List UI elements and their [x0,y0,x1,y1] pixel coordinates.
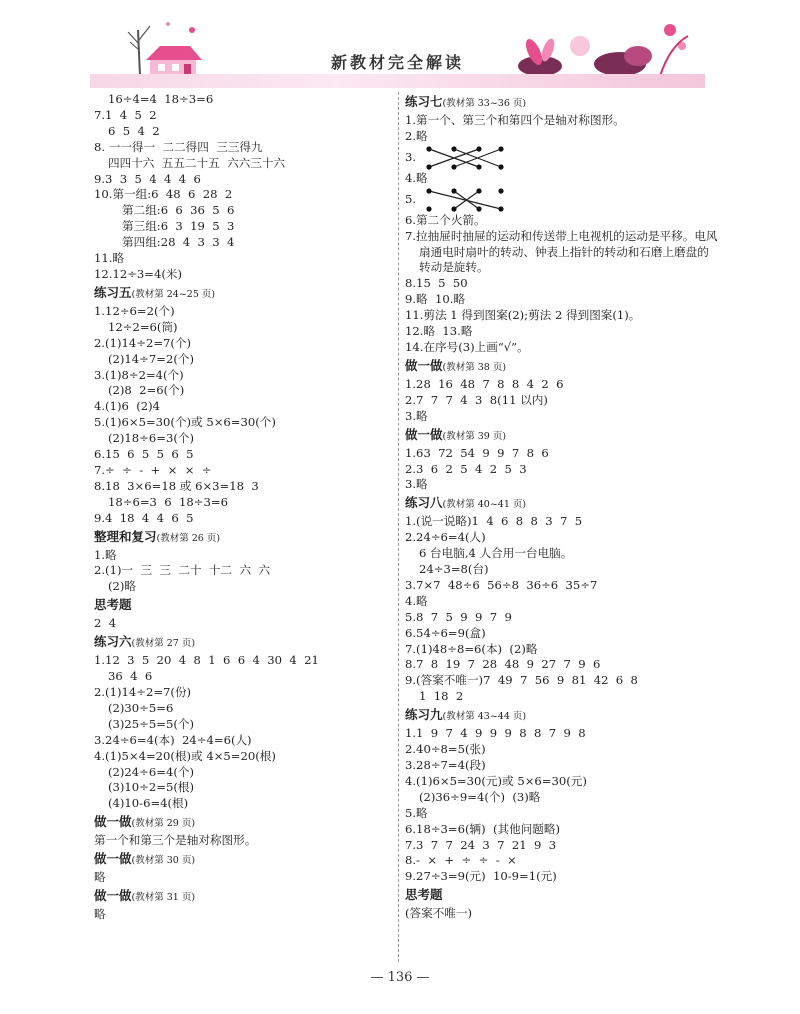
answer-line: 8.18 3×6=18 或 6×3=18 3 [94,478,259,493]
section-heading [94,849,394,870]
answer-line: 6 5 4 2 [108,123,160,138]
section-heading [405,885,720,906]
dot [476,206,481,211]
answer-line: 1.28 16 48 7 8 8 4 2 6 [405,376,564,391]
answer-line: 18÷6=3 6 18÷3=6 [108,494,228,509]
answer-line: 7.拉抽屉时抽屉的运动和传送带上电视机的运动是平移。电风扇通电时扇叶的转动、钟表上指针的转动和石磨上磨盘的转动是旋转。 [405,228,718,275]
answer-line: 3.略 [405,477,428,492]
answer-line: 9.(答案不唯一)7 49 7 56 9 81 42 6 8 [405,673,638,688]
answer-line: 2.7 7 7 4 3 8(11 以内) [405,392,548,407]
answer-line: 第四组:28 4 3 3 4 [122,235,235,250]
answer-line: (2)18÷6=3(个) [108,431,194,446]
answer-line: 3.7×7 48÷6 56÷8 36÷6 35÷7 [405,577,598,592]
section-heading [405,493,720,514]
matching-diagram-3 [419,145,509,171]
dot [498,164,503,169]
section-title: 做一做 [405,426,443,442]
dot [476,188,481,193]
answer-line: 2.3 6 2 5 4 2 5 3 [405,461,527,476]
answer-line: 5.(1)6×5=30(个)或 5×6=30(个) [94,415,276,430]
dot [451,164,456,169]
section-heading [94,527,394,548]
answer-line: 4.略 [405,593,428,608]
answer-line: 1.63 72 54 9 9 7 8 6 [405,445,549,460]
answer-line: 第二组:6 6 36 5 6 [122,203,235,218]
dot [476,146,481,151]
section-title: 做一做 [405,357,443,373]
dot [451,146,456,151]
section-heading [94,812,394,833]
answer-line: 1.第一个、第三个和第四个是轴对称图形。 [405,113,625,127]
page-number: — 136 — [370,970,430,985]
answer-line: 3.(1)8÷2=4(个) [94,367,184,382]
answer-line: 12÷2=6(筒) [108,319,178,334]
answer-line: 1 18 2 [419,689,464,704]
answer-line: 5.略 [405,805,428,820]
answer-line: 7.÷ ÷ - + × × ÷ [94,462,212,477]
textbook-page-ref: (教材第 39 页) [442,430,507,442]
answer-line: 8.15 5 50 [405,276,468,291]
answer-line: 14.在序号(3)上画“√”。 [405,339,529,354]
page-header [90,8,705,90]
column-divider [398,92,399,962]
left-column [94,92,394,923]
answer-line: 4.(1)5×4=20(根)或 4×5=20(根) [94,748,276,763]
textbook-page-ref: (教材第 38 页) [442,361,507,373]
answer-line: 11.略 [94,251,125,266]
matching-diagram-5 [419,187,509,213]
textbook-page-ref: (教材第 43~44 页) [442,711,527,723]
answer-line: (答案不唯一) [405,906,473,921]
section-title: 做一做 [94,888,132,904]
section-title: 练习六 [94,634,132,650]
answer-line: (2)30÷5=6 [108,700,174,715]
answer-line: 4.略 [405,170,428,185]
textbook-page-ref: (教材第 26 页) [156,532,221,544]
textbook-page-ref: (教材第 31 页) [131,892,196,904]
answer-line: 9.27÷3=9(元) 10-9=1(元) [405,869,557,884]
answer-line: 2.略 [405,128,428,143]
answer-line: 9.3 3 5 4 4 4 6 [94,171,201,186]
dot [451,206,456,211]
dot [426,146,431,151]
answer-diagram-line [405,145,720,171]
dot [426,164,431,169]
answer-line: (2)8 2=6(个) [108,383,185,398]
answer-line: 6.15 6 5 5 6 5 [94,447,194,462]
answer-line: 6 台电脑,4 人合用一台电脑。 [419,546,573,561]
answer-line: 7.3 7 7 24 3 7 21 9 3 [405,837,557,852]
answer-line: 第三组:6 3 19 5 3 [122,219,235,234]
answer-line: 2.24÷6=4(人) [405,530,486,545]
answer-line: 12.12÷3=4(米) [94,266,183,281]
answer-line: 2.(1)14÷2=7(个) [94,335,192,350]
answer-line: (3)25÷5=5(个) [108,716,194,731]
dot [498,146,503,151]
answer-line: 7.1 4 5 2 [94,107,157,122]
answer-line: 8.- × + ÷ ÷ - × [405,853,517,868]
section-title: 练习九 [405,707,443,723]
section-title: 练习八 [405,495,443,511]
answer-line: 1.(说一说略)1 4 6 8 8 3 7 5 [405,514,583,529]
section-heading [405,356,720,377]
dot [451,188,456,193]
answer-line: 3.略 [405,408,428,423]
answer-line: 9.4 18 4 4 6 5 [94,510,194,525]
answer-line: 4.(1)6×5=30(元)或 5×6=30(元) [405,773,587,788]
answer-line: 6.54÷6=9(盒) [405,625,486,640]
right-column [405,92,720,922]
answer-line: 6.18÷3=6(辆) (其他问题略) [405,821,561,836]
header-title: 新教材完全解读 [330,53,464,72]
answer-line: 四四十六 五五二十五 六六三十六 [108,155,286,170]
section-title: 整理和复习 [94,528,157,544]
answer-line: 3.24÷6=4(本) 24÷4=6(人) [94,732,252,747]
connector-line [429,191,501,209]
answer-line: 2.(1)14÷2=7(份) [94,685,192,699]
answer-line: (4)10-6=4(根) [108,796,189,811]
answer-line: 9.略 10.略 [405,292,466,307]
dot [498,206,503,211]
dot [476,164,481,169]
header-band [90,74,705,88]
section-heading [405,705,720,726]
answer-line: 1.1 9 7 4 9 9 9 8 8 7 9 8 [405,726,586,741]
item-number: 3. [405,149,417,164]
item-number: 5. [405,191,417,206]
answer-line: 7.(1)48÷8=6(本) (2)略 [405,641,538,656]
answer-line: (3)10÷2=5(根) [108,780,194,795]
textbook-page-ref: (教材第 40~41 页) [442,499,527,511]
answer-line: 2.(1)一 三 三 二十 十二 六 六 [94,563,271,578]
section-heading [405,92,720,113]
dot [426,188,431,193]
section-heading [405,425,720,446]
answer-line: 24÷3=8(台) [419,562,489,577]
answer-line: 11.剪法 1 得到图案(2);剪法 2 得到图案(1)。 [405,308,641,323]
section-heading [94,632,394,653]
textbook-page-ref: (教材第 27 页) [131,638,196,650]
answer-line: 12.略 13.略 [405,324,473,339]
section-title: 练习五 [94,284,132,300]
answer-line: 6.第二个火箭。 [405,212,486,227]
section-title: 做一做 [94,814,132,830]
section-title: 做一做 [94,851,132,867]
answer-line: 10.第一组:6 48 6 28 2 [94,187,233,202]
answer-line: (2)14÷7=2(个) [108,351,194,366]
answer-line: 2.40÷8=5(张) [405,742,486,757]
textbook-page-ref: (教材第 29 页) [131,818,196,830]
section-heading [94,886,394,907]
answer-line: 3.28÷7=4(段) [405,758,486,772]
dot [498,188,503,193]
dot [426,206,431,211]
textbook-page-ref: (教材第 30 页) [131,855,196,867]
answer-diagram-line [405,187,720,213]
answer-line: (2)略 [108,579,137,594]
answer-line: 8. 一一得一 二二得四 三三得九 [94,139,263,154]
answer-line: (2)24÷6=4(个) [108,764,194,779]
answer-line: 1.略 [94,547,117,562]
section-title: 思考题 [405,887,443,903]
section-heading [94,595,394,616]
answer-line: 36 4 6 [108,669,153,684]
textbook-page-ref: (教材第 24~25 页) [131,288,216,300]
answer-line: 略 [94,870,106,885]
answer-line: 第一个和第三个是轴对称图形。 [94,833,257,848]
section-title: 练习七 [405,94,443,109]
answer-line: 1.12 3 5 20 4 8 1 6 6 4 30 4 21 [94,653,319,668]
section-heading [94,283,394,304]
answer-line: 16÷4=4 18÷3=6 [108,92,214,106]
section-title: 思考题 [94,597,132,613]
answer-line: 5.8 7 5 9 9 7 9 [405,609,512,624]
answer-line: 略 [94,907,106,922]
textbook-page-ref: (教材第 33~36 页) [442,98,527,109]
answer-line: 2 4 [94,616,117,631]
answer-line: 8.7 8 19 7 28 48 9 27 7 9 6 [405,657,601,672]
answer-line: 1.12÷6=2(个) [94,303,175,318]
answer-line: (2)36÷9=4(个) (3)略 [419,789,541,804]
answer-line: 4.(1)6 (2)4 [94,399,161,414]
